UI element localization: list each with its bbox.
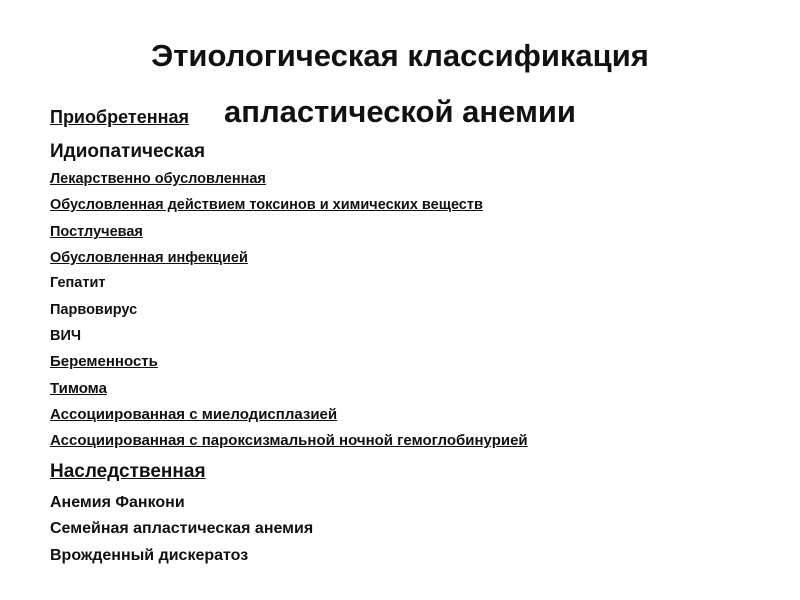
item-dyskeratosis-congenita: Врожденный дискератоз xyxy=(50,547,249,564)
item-fanconi-anemia: Анемия Фанкони xyxy=(50,494,185,511)
section-hereditary: Наследственная xyxy=(50,461,206,482)
item-idiopathic: Идиопатическая xyxy=(50,141,206,162)
item-parvovirus: Парвовирус xyxy=(50,302,138,318)
item-toxins-chemicals: Обусловленная действием токсинов и химических веществ xyxy=(50,197,483,213)
title-line-1: Этиологическая классификация xyxy=(151,38,649,73)
item-post-radiation: Постлучевая xyxy=(50,224,143,240)
item-pnh: Ассоциированная с пароксизмальной ночной гемоглобинурией xyxy=(50,432,528,449)
title-line-2: апластической анемии xyxy=(223,94,576,129)
section-acquired: Приобретенная xyxy=(50,107,189,127)
slide-title xyxy=(0,28,800,140)
item-hiv: ВИЧ xyxy=(50,328,82,344)
item-drug-induced: Лекарственно обусловленная xyxy=(50,171,266,187)
item-hepatitis: Гепатит xyxy=(50,275,106,291)
item-pregnancy: Беременность xyxy=(50,353,158,370)
item-myelodysplasia: Ассоциированная с миелодисплазией xyxy=(50,406,338,423)
item-infection: Обусловленная инфекцией xyxy=(50,250,248,266)
item-thymoma: Тимома xyxy=(50,380,107,397)
item-familial-aplastic-anemia: Семейная апластическая анемия xyxy=(50,520,314,537)
